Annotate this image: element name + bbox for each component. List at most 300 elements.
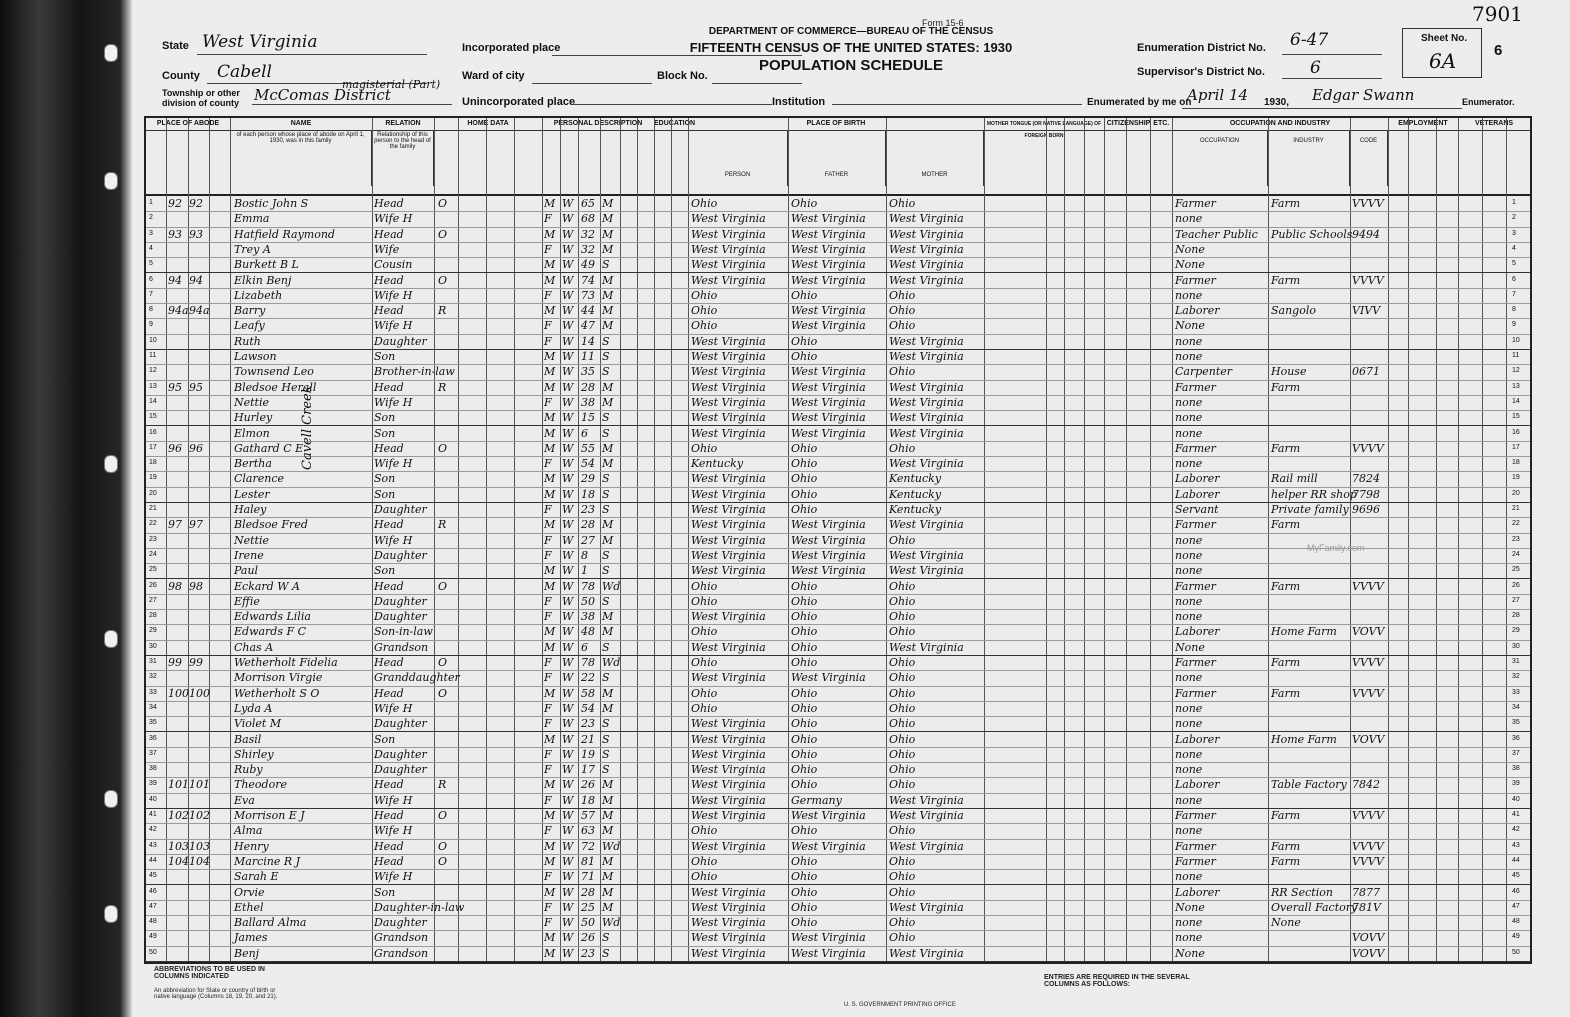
cell-dw [168,885,188,900]
cell-bp: West Virginia [691,763,766,777]
institution-label: Institution [772,96,826,108]
cell-sex: F [544,288,552,302]
line-number: 34 [1512,703,1520,711]
line-number: 27 [1512,596,1520,604]
cell-race: W [562,686,574,700]
table-row [146,242,1530,258]
cell-code [1352,288,1388,303]
cell-sex: F [544,671,552,685]
cell-own [438,533,456,548]
cell-race: W [562,258,574,272]
line-number: 24 [149,550,157,558]
cell-bp: Ohio [691,656,718,669]
abbrev-title: ABBREVIATIONS TO BE USED IN COLUMNS INDICATED [154,966,265,980]
cell-dw: 99 [168,656,182,669]
cell-mb: West Virginia [889,518,964,532]
cell-bp: West Virginia [691,916,766,930]
cell-fam [189,624,209,639]
census-title: FIFTEENTH CENSUS OF THE UNITED STATES: 1930 [689,40,1013,55]
cell-dw [168,670,188,685]
cell-fam [189,885,209,900]
ed-label: Enumeration District No. [1137,42,1266,54]
occupation-head: OCCUPATION [1172,130,1268,186]
table-row [146,808,1530,824]
cell-ind [1271,242,1349,257]
table-row [146,823,1530,839]
cell-own: O [438,839,448,853]
line-number: 4 [149,244,153,252]
incorporated-line [552,55,802,56]
cell-fam [189,410,209,425]
cell-bp: Ohio [691,854,718,868]
line-number: 27 [149,596,157,604]
cell-code [1352,609,1388,624]
schedule-title: POPULATION SCHEDULE [759,57,943,74]
cell-rel: Grandson [374,931,429,945]
sheet-label: Sheet No. [1421,33,1468,44]
cell-fb: West Virginia [791,671,866,685]
cell-name: Orvie [234,885,265,899]
cell-bp: West Virginia [691,242,766,256]
cell-rel: Head [374,656,404,669]
cell-mb: West Virginia [889,395,964,409]
cell-ms: S [602,411,610,425]
county-value: Cabell [217,62,272,82]
line-number: 20 [149,489,157,497]
cell-name: Edwards Lilia [234,610,311,624]
cell-fam [189,563,209,578]
cell-ms: M [602,197,614,210]
line-number: 9 [149,321,153,329]
cell-age: 28 [581,518,595,532]
cell-race: W [562,288,574,302]
cell-race: W [562,809,574,822]
cell-name: Townsend Leo [234,365,314,379]
cell-own [438,594,456,609]
cell-race: W [562,380,574,394]
cell-age: 50 [581,916,595,930]
cell-occ: none [1175,548,1203,562]
cell-race: W [562,533,574,547]
cell-occ: none [1175,334,1203,348]
cell-rel: Head [374,380,404,394]
cell-fam: 97 [189,518,203,532]
cell-ind: Home Farm [1271,732,1337,746]
cell-bp: West Virginia [691,931,766,945]
cell-race: W [562,732,574,746]
line-number: 15 [1512,413,1520,421]
line-number: 49 [149,933,157,941]
line-number: 9 [1512,321,1516,329]
cell-bp: West Virginia [691,610,766,624]
cell-code [1352,517,1388,532]
cell-occ: Teacher Public [1175,227,1258,241]
cell-rel: Wife H [374,395,413,409]
cell-age: 44 [581,304,595,318]
cell-own [438,471,456,486]
cell-dw [168,318,188,333]
cell-ind [1271,762,1349,777]
cell-ind: Farm [1271,656,1301,669]
cell-bp: West Virginia [691,212,766,226]
cell-name: Chas A [234,640,274,654]
line-number: 17 [149,443,157,451]
cell-ms: S [602,732,610,746]
cell-sex: M [544,778,556,792]
cell-ms: M [602,854,614,868]
line-number: 28 [149,612,157,620]
line-number: 8 [149,306,153,314]
cell-dw: 93 [168,227,182,241]
line-number: 29 [1512,627,1520,635]
county-label: County [162,70,200,82]
cell-bp: West Virginia [691,395,766,409]
cell-sex: F [544,763,552,777]
cell-race: W [562,885,574,899]
cell-code: 9696 [1352,503,1380,516]
cell-fam: 104 [189,854,210,868]
cell-dw [168,502,188,517]
cell-race: W [562,778,574,792]
cell-dw: 97 [168,518,182,532]
table-row [146,273,1530,289]
cell-age: 65 [581,197,595,210]
cell-age: 23 [581,503,595,516]
cell-fb: Ohio [791,732,818,746]
table-row [146,334,1530,350]
entries-title: ENTRIES ARE REQUIRED IN THE SEVERAL COLUMNS AS FOLLOWS: [1044,974,1190,988]
cell-dw [168,456,188,471]
cell-code [1352,242,1388,257]
cell-code: VOVV [1352,931,1385,945]
cell-ind: Farm [1271,518,1301,532]
punch-hole [104,790,118,808]
cell-fam: 98 [189,579,203,593]
cell-fam [189,318,209,333]
line-number: 21 [1512,505,1520,512]
cell-mb: Ohio [889,824,916,838]
cell-own [438,701,456,716]
line-number: 30 [1512,642,1520,650]
cell-occ: none [1175,916,1203,930]
line-number: 32 [1512,673,1520,681]
cell-fam [189,594,209,609]
cell-age: 72 [581,839,595,853]
cell-bp: West Virginia [691,227,766,241]
cell-name: Ruth [234,334,261,348]
cell-ms: M [602,380,614,394]
cell-dw: 94 [168,273,182,287]
group-occupation: OCCUPATION AND INDUSTRY [1172,118,1389,131]
cell-ms: S [602,564,610,578]
cell-name: Haley [234,503,267,516]
cell-dw [168,563,188,578]
cell-fam [189,609,209,624]
cell-dw [168,257,188,272]
line-number: 40 [1512,795,1520,803]
cell-race: W [562,227,574,241]
cell-ind: House [1271,365,1307,379]
cell-dw [168,211,188,226]
cell-mb: West Virginia [889,242,964,256]
supervisor-line [1282,78,1382,79]
cell-ind [1271,426,1349,441]
cell-occ: none [1175,395,1203,409]
cell-rel: Head [374,304,404,318]
line-number: 21 [149,505,157,512]
cell-race: W [562,717,574,731]
cell-bp: West Virginia [691,258,766,272]
cell-dw [168,823,188,838]
cell-race: W [562,839,574,853]
cell-name: Morrison E J [234,809,305,822]
cell-age: 32 [581,242,595,256]
cell-rel: Head [374,518,404,532]
cell-code [1352,747,1388,762]
line-number: 19 [149,474,157,482]
cell-bp: Ohio [691,870,718,884]
cell-mb: West Virginia [889,457,964,471]
margin-note: Cavell Creek [300,385,315,470]
cell-age: 54 [581,701,595,715]
line-number: 26 [1512,581,1520,589]
cell-mb: Ohio [889,197,916,210]
cell-age: 26 [581,931,595,945]
cell-fb: Ohio [791,747,818,761]
cell-bp: West Virginia [691,503,766,516]
cell-race: W [562,625,574,639]
cell-own [438,609,456,624]
cell-ms: M [602,441,614,455]
table-row [146,747,1530,763]
cell-rel: Daughter [374,503,427,516]
cell-code [1352,793,1388,808]
cell-name: Hurley [234,411,273,425]
line-number: 18 [149,459,157,467]
cell-name: James [234,931,268,945]
cell-ind [1271,946,1349,961]
cell-own [438,869,456,884]
cell-mb: Ohio [889,304,916,318]
cell-own [438,548,456,563]
line-number: 10 [149,336,157,344]
line-number: 14 [1512,397,1520,405]
cell-code: VVVV [1352,854,1384,868]
cell-ind: Table Factory [1271,778,1347,792]
cell-mb: Ohio [889,656,916,669]
relation-description: Relationship of this person to the head of the family [372,130,434,186]
cell-bp: West Virginia [691,472,766,486]
cell-rel: Daughter-in-law [374,900,465,914]
cell-sex: F [544,747,552,761]
line-number: 19 [1512,474,1520,482]
cell-own: O [438,197,448,210]
line-number: 5 [149,260,153,268]
line-number: 34 [149,703,157,711]
punch-hole [104,44,118,62]
cell-sex: F [544,503,552,516]
cell-sex: F [544,334,552,348]
cell-name: Bostic John S [234,197,309,210]
cell-ind: Farm [1271,579,1301,593]
cell-sex: M [544,304,556,318]
cell-race: W [562,747,574,761]
cell-bp: Kentucky [691,457,744,471]
table-row [146,426,1530,442]
cell-occ: none [1175,793,1203,807]
cell-code [1352,410,1388,425]
cell-bp: Ohio [691,625,718,639]
cell-occ: none [1175,747,1203,761]
table-row [146,579,1530,595]
cell-rel: Head [374,273,404,287]
cell-rel: Son [374,350,396,363]
cell-fam: 95 [189,380,203,394]
cell-fam: 99 [189,656,203,669]
cell-mb: Ohio [889,579,916,593]
sheet-box [1402,28,1482,78]
cell-mb: West Virginia [889,350,964,363]
cell-bp: Ohio [691,686,718,700]
cell-ind: Home Farm [1271,625,1337,639]
cell-race: W [562,594,574,608]
cell-name: Emma [234,212,270,226]
cell-mb: West Virginia [889,793,964,807]
cell-bp: West Virginia [691,671,766,685]
cell-occ: Farmer [1175,579,1216,593]
cell-rel: Head [374,227,404,241]
cell-age: 50 [581,594,595,608]
table-row [146,670,1530,686]
cell-sex: F [544,610,552,624]
line-number: 6 [149,275,153,283]
department-line: DEPARTMENT OF COMMERCE—BUREAU OF THE CENSUS [708,26,994,37]
line-number: 2 [149,214,153,222]
line-number: 4 [1512,244,1516,252]
line-number: 42 [149,826,157,834]
cell-own [438,624,456,639]
line-number: 17 [1512,443,1520,451]
state-label: State [162,40,189,52]
cell-ind [1271,930,1349,945]
cell-ms: M [602,870,614,884]
line-number: 30 [149,642,157,650]
cell-age: 22 [581,671,595,685]
supervisor-value: 6 [1310,58,1321,78]
cell-mb: Ohio [889,717,916,731]
cell-own: O [438,809,448,822]
cell-fb: West Virginia [791,319,866,333]
cell-bp: West Virginia [691,946,766,960]
cell-own [438,502,456,517]
line-number: 11 [149,352,157,359]
cell-bp: Ohio [691,319,718,333]
cell-own [438,885,456,900]
cell-rel: Wife H [374,457,413,471]
cell-ms: S [602,640,610,654]
cell-occ: Farmer [1175,809,1216,822]
cell-dw [168,946,188,961]
township-label: Township or other division of county [162,88,240,108]
cell-fb: Ohio [791,778,818,792]
cell-code [1352,426,1388,441]
cell-dw [168,242,188,257]
line-number: 25 [149,566,157,574]
cell-rel: Daughter [374,334,427,348]
cell-own [438,747,456,762]
cell-code: 7842 [1352,778,1380,792]
cell-sex: M [544,227,556,241]
cell-name: Benj [234,946,260,960]
cell-ms: M [602,900,614,914]
cell-occ: Farmer [1175,656,1216,669]
cell-code: 9494 [1352,227,1380,241]
cell-dw: 94a [168,304,189,318]
line-number: 44 [149,856,157,864]
cell-ms: S [602,365,610,379]
cell-sex: F [544,319,552,333]
cell-bp: West Virginia [691,487,766,501]
cell-ms: M [602,793,614,807]
cell-occ: none [1175,931,1203,945]
cell-rel: Cousin [374,258,413,272]
cell-own [438,426,456,441]
table-row [146,456,1530,472]
line-number: 6 [1512,275,1516,283]
cell-sex: F [544,824,552,838]
cell-age: 23 [581,717,595,731]
cell-fb: Ohio [791,686,818,700]
cell-age: 27 [581,533,595,547]
cell-rel: Wife H [374,533,413,547]
cell-race: W [562,579,574,593]
cell-race: W [562,640,574,654]
cell-name: Bertha [234,457,272,471]
cell-fb: Ohio [791,350,818,363]
cell-age: 81 [581,854,595,868]
cell-occ: none [1175,717,1203,731]
cell-mb: West Virginia [889,946,964,960]
cell-ind: Farm [1271,273,1301,287]
cell-mb: Ohio [889,870,916,884]
cell-fb: Ohio [791,854,818,868]
cell-dw [168,624,188,639]
cell-code: VOVV [1352,625,1385,639]
cell-sex: M [544,258,556,272]
group-citizenship: CITIZENSHIP, ETC. [1104,118,1173,131]
cell-ms: M [602,227,614,241]
form-number: Form 15-6 [922,18,964,28]
cell-ms: S [602,671,610,685]
cell-ms: M [602,395,614,409]
unincorporated-line [572,104,772,105]
cell-rel: Head [374,839,404,853]
cell-age: 21 [581,732,595,746]
cell-ms: S [602,717,610,731]
group-home: HOME DATA [434,118,543,131]
cell-bp: West Virginia [691,380,766,394]
cell-dw [168,716,188,731]
cell-code: VVVV [1352,579,1384,593]
cell-rel: Son [374,885,396,899]
cell-fb: Ohio [791,288,818,302]
cell-own: O [438,441,448,455]
cell-rel: Wife H [374,824,413,838]
cell-bp: West Virginia [691,793,766,807]
line-number: 16 [149,428,157,436]
cell-race: W [562,197,574,210]
cell-fb: Ohio [791,579,818,593]
